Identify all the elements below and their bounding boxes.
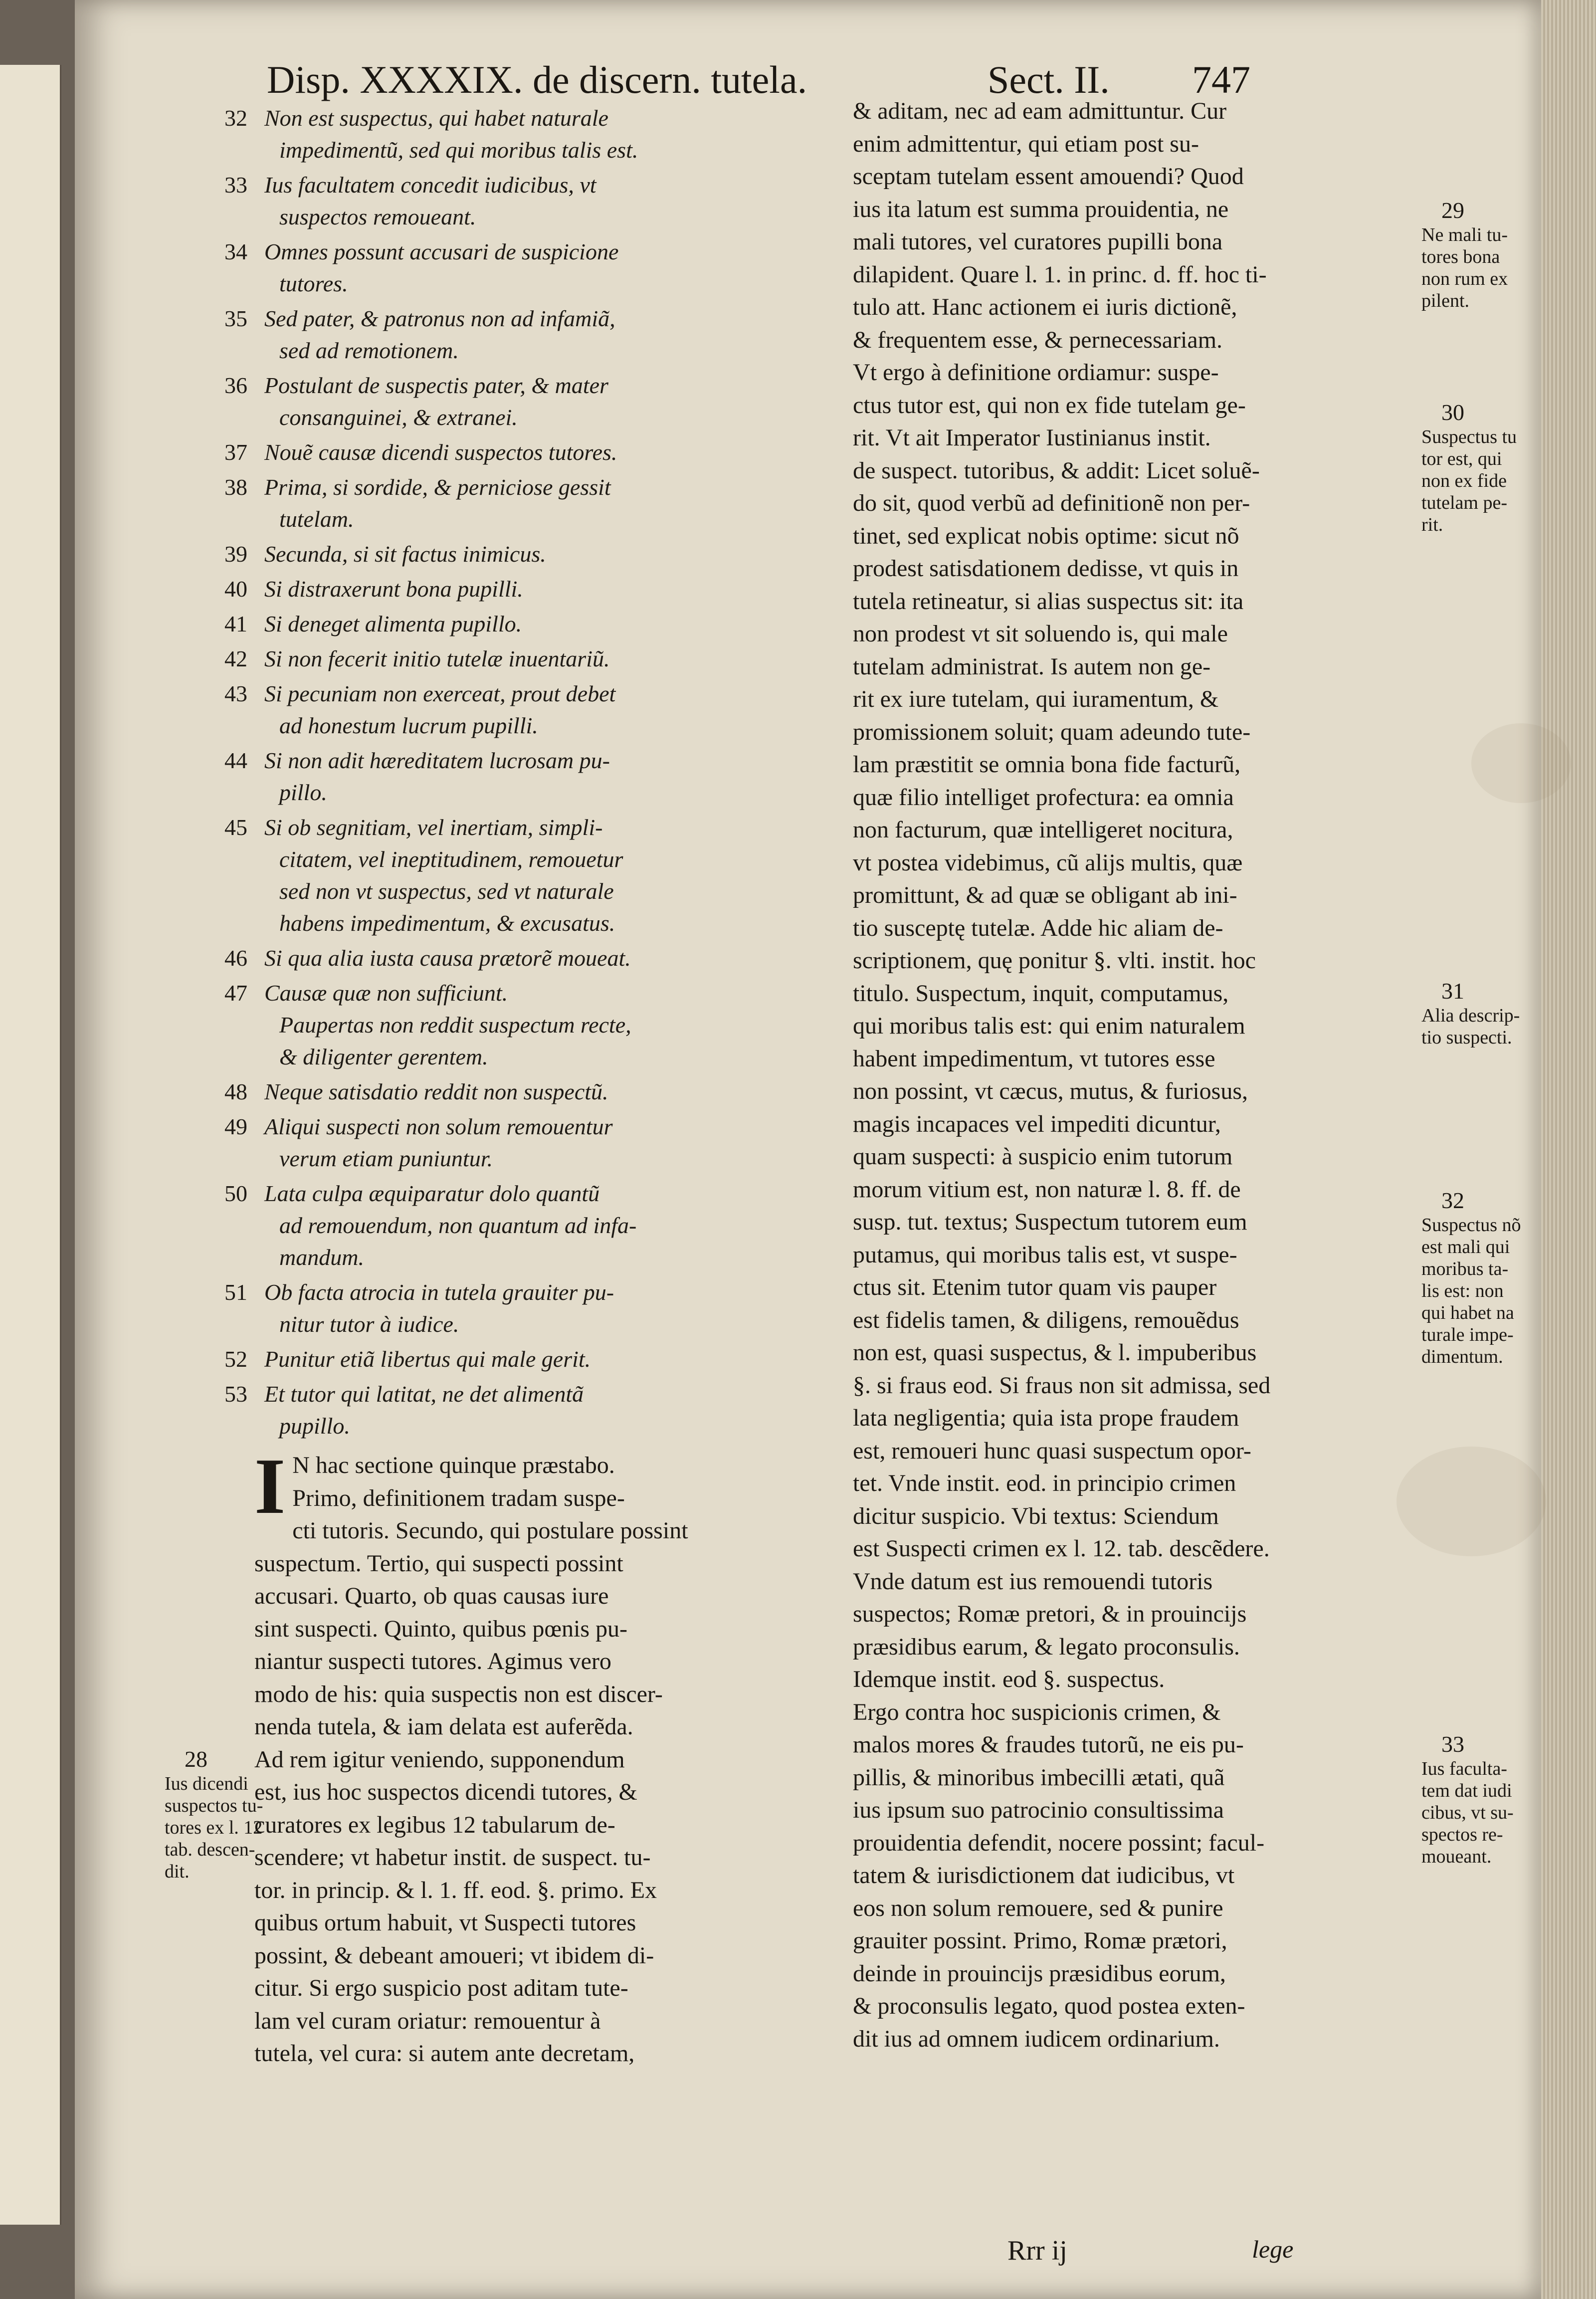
summary-number: 33 [224,172,247,198]
summary-item [224,678,858,742]
text-line: de suspect. tutoribus, & addit: Licet soluẽ- [853,457,1260,484]
summary-line: pupillo. [279,1413,350,1439]
text-line: non facturum, quæ intelligeret nocitura, [853,817,1233,843]
summary-line: Causæ quæ non sufficiunt. [264,980,508,1006]
summary-item [224,573,858,605]
text-line: non possint, vt cæcus, mutus, & furiosus, [853,1078,1248,1104]
summary-line: Si non adit hæreditatem lucrosam pu- [264,748,610,773]
summary-number: 41 [224,611,247,636]
summary-line: Si pecuniam non exerceat, prout debet [264,681,616,706]
text-line: rit ex iure tutelam, qui iuramentum, & [853,686,1219,712]
summary-number: 51 [224,1279,247,1305]
margin-note-line: suspectos tu- [165,1795,263,1816]
text-line: & frequentem esse, & pernecessariam. [853,326,1223,353]
text-line: tatem & iurisdictionem dat iudicibus, vt [853,1862,1235,1888]
book-page [75,0,1541,2299]
summary-line: tutelam. [279,506,354,532]
text-line: sint suspecti. Quinto, quibus pœnis pu- [254,1615,628,1642]
summary-list [224,102,858,1445]
text-line: accusari. Quarto, ob quas causas iure [254,1583,609,1609]
summary-line: Punitur etiã libertus qui male gerit. [264,1346,591,1372]
text-line: Ad rem igitur veniendo, supponendum [254,1746,625,1773]
summary-line: Secunda, si sit factus inimicus. [264,541,546,567]
summary-line: Neque satisdatio reddit non suspectũ. [264,1079,608,1104]
text-line: non prodest vt sit soluendo is, qui male [853,621,1228,647]
summary-line: Si deneget alimenta pupillo. [264,611,522,636]
text-line: modo de his: quia suspectis non est discer- [254,1680,663,1707]
summary-item [224,436,858,468]
text-line: est Suspecti crimen ex l. 12. tab. descẽdere. [853,1535,1270,1562]
summary-number: 48 [224,1079,247,1104]
margin-note [165,1746,263,1882]
text-line: præsidibus earum, & legato proconsulis. [853,1633,1240,1660]
text-line: dit ius ad omnem iudicem ordinarium. [853,2025,1220,2052]
summary-line: ad remouendum, non quantum ad infa- [279,1213,637,1238]
stain [1396,1447,1546,1556]
summary-line: suspectos remoueant. [279,204,476,229]
text-line: putamus, qui moribus talis est, vt suspe- [853,1241,1237,1268]
text-line: Vt ergo à definitione ordiamur: suspe- [853,359,1219,386]
previous-page-edge [0,65,61,2225]
summary-line: Paupertas non reddit suspectum recte, [279,1012,631,1038]
margin-note-line: Suspectus nõ [1421,1215,1521,1236]
summary-line: Si qua alia iusta causa prætorẽ moueat. [264,945,631,971]
summary-line: Si non fecerit initio tutelæ inuentariũ. [264,646,610,671]
margin-note-number: 30 [1441,400,1464,425]
text-line: prouidentia defendit, nocere possint; facul- [853,1829,1265,1856]
summary-line: pillo. [279,780,327,805]
summary-number: 34 [224,239,247,264]
summary-number: 35 [224,306,247,331]
stain [1471,723,1571,803]
margin-note-line: qui habet na [1421,1302,1514,1323]
summary-number: 44 [224,748,247,773]
margin-note-line: Suspectus tu [1421,426,1517,447]
text-line: N hac sectione quinque præstabo. [292,1452,615,1478]
summary-line: mandum. [279,1245,364,1270]
text-line: promittunt, & ad quæ se obligant ab ini- [853,882,1237,908]
summary-line: habens impedimentum, & excusatus. [279,910,615,936]
text-line: enim admittentur, qui etiam post su- [853,130,1199,157]
summary-line: Omnes possunt accusari de suspicione [264,239,619,264]
summary-line: Et tutor qui latitat, ne det alimentã [264,1381,584,1407]
text-line: dilapident. Quare l. 1. in princ. d. ff. hoc ti- [853,261,1267,288]
text-line: vt postea videbimus, cũ alijs multis, quæ [853,849,1243,876]
margin-note-number: 33 [1441,1731,1464,1757]
page-header [75,30,1541,101]
summary-line: tutores. [279,271,348,296]
summary-line: consanguinei, & extranei. [279,405,518,430]
margin-note-line: lis est: non [1421,1280,1504,1301]
margin-note-line: non rum ex [1421,268,1508,289]
text-line: promissionem soluit; quam adeundo tute- [853,718,1251,745]
summary-item [224,608,858,640]
summary-item [224,1076,858,1108]
text-line: possint, & debeant amoueri; vt ibidem di- [254,1942,654,1969]
summary-number: 42 [224,646,247,671]
margin-note-number: 32 [1441,1188,1464,1213]
summary-line: nitur tutor à iudice. [279,1311,459,1337]
text-line: dicitur suspicio. Vbi textus: Sciendum [853,1502,1219,1529]
summary-line: verum etiam puniuntur. [279,1146,493,1171]
text-line: scriptionem, quę ponitur §. vlti. instit. hoc [853,947,1256,974]
right-body-lines [853,95,1401,2055]
text-line: cti tutoris. Secundo, qui postulare possint [292,1517,688,1544]
catchword: lege [1252,2235,1294,2263]
text-line: ctus sit. Etenim tutor quam vis pauper [853,1274,1217,1300]
margin-note-line: Ius faculta- [1421,1758,1507,1779]
margin-note-line: spectos re- [1421,1824,1503,1845]
summary-line: sed non vt suspectus, sed vt naturale [279,878,614,904]
text-line: morum vitium est, non naturæ l. 8. ff. de [853,1176,1241,1203]
text-line: Primo, definitionem tradam suspe- [292,1484,625,1511]
summary-number: 52 [224,1346,247,1372]
text-line: susp. tut. textus; Suspectum tutorem eum [853,1209,1247,1235]
text-line: tutela retineatur, si alias suspectus sit: ita [853,588,1244,615]
summary-number: 45 [224,815,247,840]
summary-line: Ius facultatem concedit iudicibus, vt [264,172,597,198]
text-line: eos non solum remouere, sed & punire [853,1894,1223,1921]
text-line: prodest satisdationem dedisse, vt quis in [853,555,1239,582]
margin-note-number: 31 [1441,978,1464,1004]
margin-note-number: 28 [185,1746,207,1772]
summary-number: 47 [224,980,247,1006]
text-line: tinet, sed explicat nobis optime: sicut nõ [853,522,1239,549]
text-line: scendere; vt habetur instit. de suspect. tu- [254,1844,651,1871]
margin-note-line: tab. descen- [165,1839,255,1860]
text-line: & proconsulis legato, quod postea exten- [853,1993,1245,2019]
text-line: lam præstitit se omnia bona fide facturũ, [853,751,1241,778]
text-line: non est, quasi suspectus, & l. impuberibus [853,1339,1257,1366]
summary-item [224,942,858,974]
text-line: pillis, & minoribus imbecilli ætati, quã [853,1764,1225,1791]
summary-item [224,1111,858,1175]
right-body-column [853,95,1401,2055]
margin-note-line: dimentum. [1421,1346,1503,1367]
text-line: lata negligentia; quia ista prope fraudem [853,1405,1239,1431]
summary-line: Si distraxerunt bona pupilli. [264,576,523,602]
text-line: grauiter possint. Primo, Romæ prætori, [853,1927,1227,1954]
text-line: citur. Si ergo suspicio post aditam tute- [254,1975,628,2001]
text-line: Idemque instit. eod §. suspectus. [853,1666,1165,1692]
text-line: Vnde datum est ius remouendi tutoris [853,1568,1213,1595]
signature-mark: Rrr ij [1007,2235,1067,2266]
summary-line: Non est suspectus, qui habet naturale [264,105,608,131]
text-line: est fidelis tamen, & diligens, remouẽdus [853,1306,1239,1333]
text-line: est, remoueri hunc quasi suspectum opor- [853,1437,1251,1464]
margin-note-line: est mali qui [1421,1237,1510,1257]
summary-number: 37 [224,439,247,465]
text-line: ius ita latum est summa prouidentia, ne [853,196,1229,222]
summary-number: 39 [224,541,247,567]
margin-note [1421,197,1508,312]
summary-number: 38 [224,474,247,500]
running-head: Disp. XXXXIX. de discern. tutela. [267,58,807,101]
page-number: 747 [1192,58,1250,101]
summary-line: citatem, vel ineptitudinem, remouetur [279,846,623,872]
text-line: tulo att. Hanc actionem ei iuris dictionẽ, [853,294,1237,320]
margin-note-line: tio suspecti. [1421,1027,1512,1048]
summary-item [224,977,858,1073]
margin-note-line: Ne mali tu- [1421,224,1508,245]
page-footer [75,2235,1541,2275]
text-line: magis incapaces vel impediti dicuntur, [853,1110,1221,1137]
summary-line: Nouẽ causæ dicendi suspectos tutores. [264,439,617,465]
summary-item [224,1378,858,1442]
text-line: ctus tutor est, qui non ex fide tutelam ge- [853,392,1246,418]
summary-item [224,169,858,233]
drop-cap: I [254,1442,286,1530]
text-line: nenda tutela, & iam delata est auferẽda. [254,1713,633,1740]
margin-note [1421,399,1517,536]
summary-item [224,1343,858,1375]
text-line: tutela, vel cura: si autem ante decretam, [254,2040,635,2067]
text-line: deinde in prouincijs præsidibus eorum, [853,1960,1226,1987]
text-line: malos mores & fraudes tutorũ, ne eis pu- [853,1731,1244,1758]
text-line: quibus ortum habuit, vt Suspecti tutores [254,1909,636,1936]
summary-item [224,471,858,535]
text-line: do sit, quod verbũ ad definitionẽ non per- [853,490,1250,516]
summary-line: impedimentũ, sed qui moribus talis est. [279,137,638,163]
text-line: quam suspecti: à suspicio enim tutorum [853,1143,1233,1170]
text-line: tutelam administrat. Is autem non ge- [853,653,1211,680]
summary-item [224,538,858,570]
text-line: curatores ex legibus 12 tabularum de- [254,1811,615,1838]
summary-number: 32 [224,105,247,131]
text-line: niantur suspecti tutores. Agimus vero [254,1648,611,1674]
left-body-column [254,1442,878,2070]
summary-item [224,370,858,433]
text-line: qui moribus talis est: qui enim naturalem [853,1013,1245,1039]
summary-item [224,102,858,166]
text-line: habent impedimentum, vt tutores esse [853,1045,1215,1072]
margin-note-line: tores bona [1421,246,1500,267]
summary-number: 53 [224,1381,247,1407]
text-line: titulo. Suspectum, inquit, computamus, [853,980,1229,1007]
left-body-lines [254,1442,878,2070]
page-stack-edge [1541,0,1596,2299]
text-line: rit. Vt ait Imperator Iustinianus instit. [853,424,1211,451]
summary-line: Ob facta atrocia in tutela grauiter pu- [264,1279,614,1305]
summary-number: 43 [224,681,247,706]
summary-number: 49 [224,1114,247,1139]
summary-line: Postulant de suspectis pater, & mater [264,373,608,398]
margin-note-line: non ex fide [1421,470,1507,491]
summary-item [224,812,858,939]
text-line: tor. in princip. & l. 1. ff. eod. §. primo. Ex [254,1877,657,1903]
summary-item [224,1276,858,1340]
text-line: §. si fraus eod. Si fraus non sit admissa, sed [853,1372,1271,1399]
text-line: Ergo contra hoc suspicionis crimen, & [853,1698,1221,1725]
text-line: suspectum. Tertio, qui suspecti possint [254,1550,623,1577]
summary-item [224,643,858,675]
text-line: est, ius hoc suspectos dicendi tutores, & [254,1779,637,1805]
margin-note [1421,1731,1514,1868]
margin-note-line: moueant. [1421,1846,1492,1867]
summary-number: 40 [224,576,247,602]
margin-note-line: cibus, vt su- [1421,1802,1514,1823]
text-line: ius ipsum suo patrocinio consultissima [853,1797,1224,1823]
margin-note-line: Alia descrip- [1421,1005,1520,1026]
text-line: quæ filio intelliget profectura: ea omnia [853,784,1234,811]
summary-number: 50 [224,1181,247,1206]
margin-note [1421,978,1520,1048]
margin-note-line: dit. [165,1861,190,1882]
summary-line: & diligenter gerentem. [279,1044,488,1069]
section-heading: Sect. II. [988,58,1110,101]
summary-line: Lata culpa æquiparatur dolo quantũ [264,1181,600,1206]
text-line: suspectos; Romæ pretori, & in prouincijs [853,1601,1247,1627]
margin-note [1421,1187,1521,1368]
summary-item [224,236,858,300]
margin-note-line: moribus ta- [1421,1258,1509,1279]
summary-item [224,745,858,809]
margin-note-line: pilent. [1421,290,1470,311]
margin-note-line: tem dat iudi [1421,1780,1512,1801]
text-line: tet. Vnde instit. eod. in principio crimen [853,1470,1236,1496]
margin-note-line: tores ex l. 12 [165,1817,263,1838]
summary-item [224,303,858,367]
summary-number: 36 [224,373,247,398]
margin-note-line: turale impe- [1421,1324,1514,1345]
summary-line: ad honestum lucrum pupilli. [279,713,538,738]
margin-note-number: 29 [1441,198,1464,223]
summary-item [224,1178,858,1273]
margin-note-line: tutelam pe- [1421,492,1507,513]
margin-note-line: tor est, qui [1421,448,1502,469]
summary-line: sed ad remotionem. [279,338,459,363]
text-line: lam vel curam oriatur: remouentur à [254,2007,601,2034]
margin-note-line: Ius dicendi [165,1773,248,1794]
margin-note-line: rit. [1421,514,1443,535]
text-line: sceptam tutelam essent amouendi? Quod [853,163,1244,190]
text-line: mali tutores, vel curatores pupilli bona [853,228,1223,255]
summary-line: Sed pater, & patronus non ad infamiã, [264,306,615,331]
text-line: tio susceptę tutelæ. Adde hic aliam de- [853,914,1223,941]
summary-line: Prima, si sordide, & perniciose gessit [264,474,611,500]
summary-line: Si ob segnitiam, vel inertiam, simpli- [264,815,603,840]
summary-number: 46 [224,945,247,971]
text-line: & aditam, nec ad eam admittuntur. Cur [853,98,1227,124]
summary-line: Aliqui suspecti non solum remouentur [264,1114,613,1139]
